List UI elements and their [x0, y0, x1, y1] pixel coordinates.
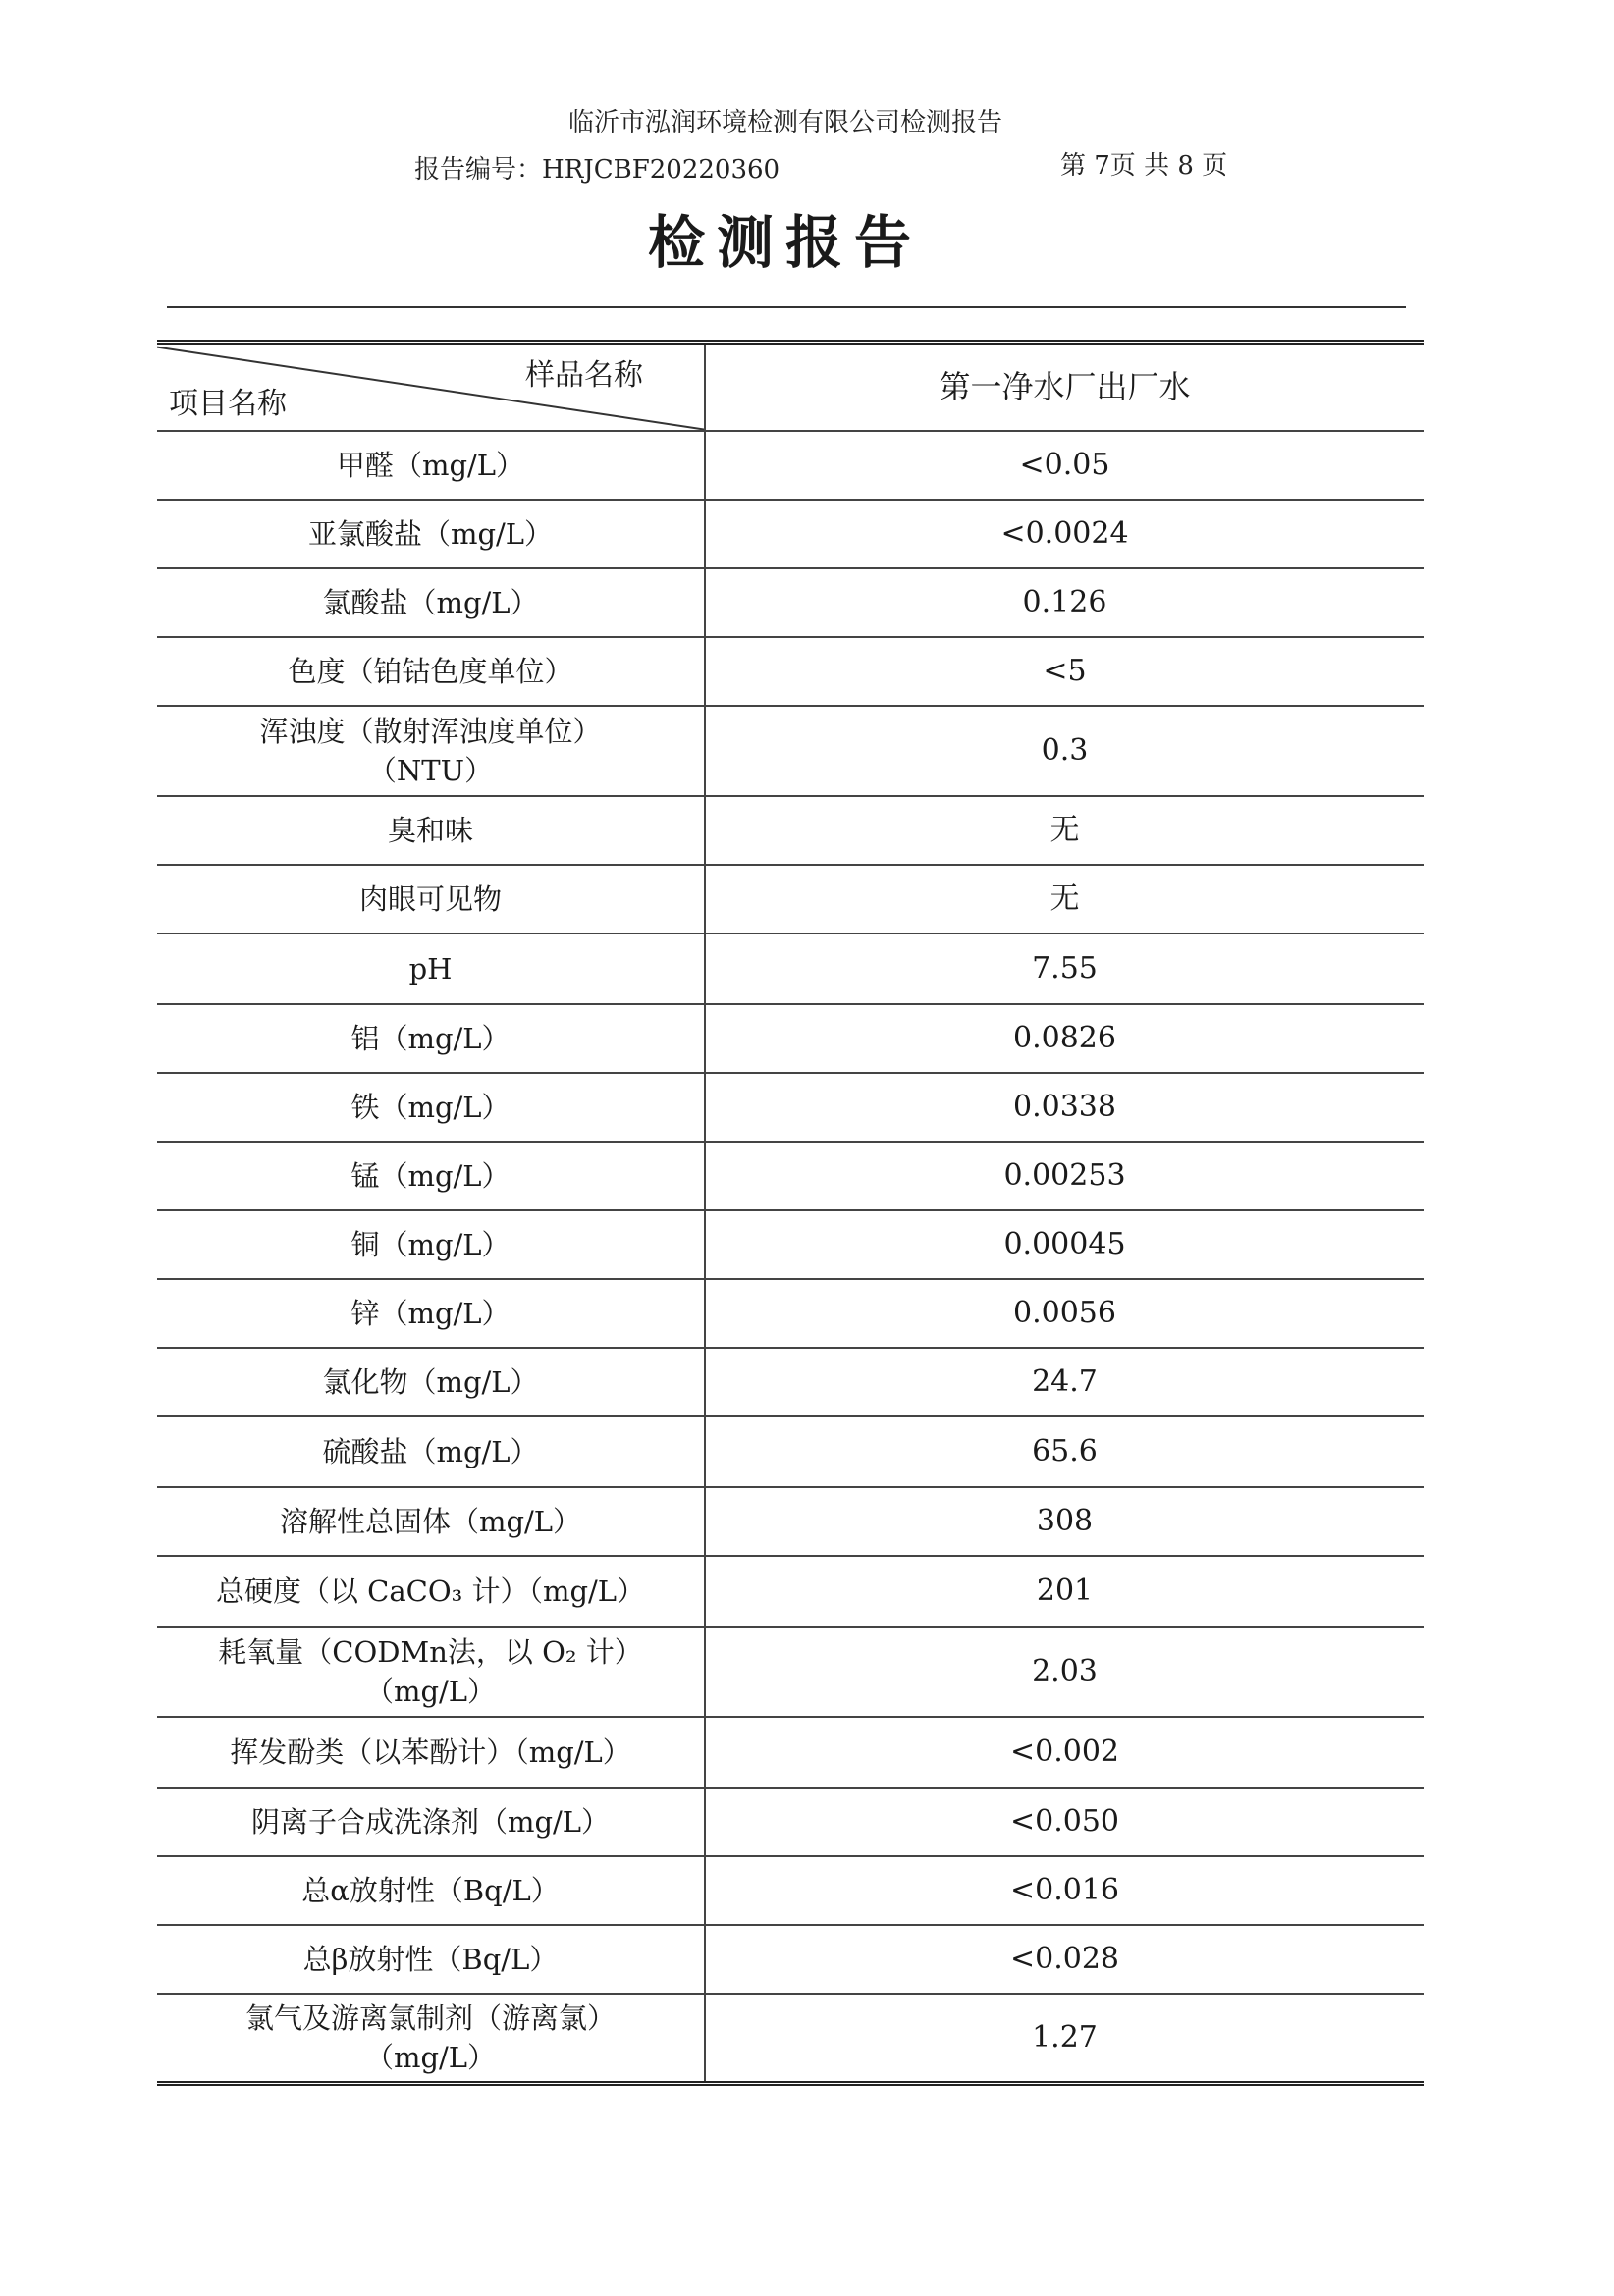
result-value: 0.0338 — [705, 1073, 1424, 1142]
item-name: 铝（mg/L） — [350, 1021, 511, 1055]
result-value: 201 — [705, 1556, 1424, 1627]
item-name: 总硬度（以 CaCO₃ 计）（mg/L） — [215, 1574, 646, 1608]
item-name-cell — [157, 706, 705, 796]
table-row — [157, 934, 1424, 1004]
result-value: <5 — [705, 637, 1424, 706]
item-name-cell — [157, 1717, 705, 1788]
item-name: 挥发酚类（以苯酚计）（mg/L） — [230, 1735, 631, 1769]
result-value: 无 — [705, 865, 1424, 934]
result-value: 0.3 — [705, 706, 1424, 796]
item-name-cell — [157, 1627, 705, 1717]
item-name: 氯化物（mg/L） — [322, 1364, 539, 1399]
report-number-label: 报告编号： — [414, 155, 543, 185]
table-row — [157, 865, 1424, 934]
result-value: 0.126 — [705, 568, 1424, 637]
table-row — [157, 1210, 1424, 1279]
item-name: 耗氧量（CODMn法，以 O₂ 计） — [218, 1634, 643, 1669]
report-number-value: HRJCBF20220360 — [542, 155, 780, 185]
company-header: 临沂市泓润环境检测有限公司检测报告 — [567, 108, 1002, 137]
table-row — [157, 1279, 1424, 1348]
table-row — [157, 1788, 1424, 1856]
table-row — [157, 706, 1424, 796]
item-name-cell — [157, 1004, 705, 1073]
item-name-cell — [157, 637, 705, 706]
table-row — [157, 1073, 1424, 1142]
table-row — [157, 1142, 1424, 1210]
item-name: 臭和味 — [387, 813, 473, 847]
table-row — [157, 568, 1424, 637]
item-name: 溶解性总固体（mg/L） — [279, 1504, 582, 1538]
table-row — [157, 796, 1424, 865]
table-row — [157, 1556, 1424, 1627]
table-row — [157, 1004, 1424, 1073]
result-value: <0.05 — [705, 431, 1424, 500]
result-value: <0.028 — [705, 1925, 1424, 1994]
table-row — [157, 1856, 1424, 1925]
item-name: 甲醛（mg/L） — [336, 448, 525, 482]
table-row — [157, 1416, 1424, 1487]
table-row — [157, 500, 1424, 568]
result-value: <0.016 — [705, 1856, 1424, 1925]
table-row — [157, 1627, 1424, 1717]
item-name-unit: （NTU） — [367, 753, 494, 787]
report-number — [414, 149, 780, 186]
result-value: 65.6 — [705, 1416, 1424, 1487]
item-name-cell — [157, 1487, 705, 1556]
result-value: 无 — [705, 796, 1424, 865]
item-name: 锌（mg/L） — [350, 1296, 511, 1330]
result-value: 0.0056 — [705, 1279, 1424, 1348]
column-sample-name: 第一净水厂出厂水 — [705, 343, 1424, 431]
table-row — [157, 1994, 1424, 2084]
table-row — [157, 637, 1424, 706]
item-name-cell — [157, 1073, 705, 1142]
result-value: 2.03 — [705, 1627, 1424, 1717]
item-name: 氯气及游离氯制剂（游离氯） — [244, 2001, 616, 2035]
diagonal-header-cell — [157, 343, 705, 431]
header-sample-label: 样品名称 — [525, 358, 643, 393]
item-name-cell — [157, 796, 705, 865]
table-row — [157, 1717, 1424, 1788]
item-name-unit: （mg/L） — [364, 2040, 497, 2074]
item-name-cell — [157, 934, 705, 1004]
result-value: 1.27 — [705, 1994, 1424, 2084]
result-value: 24.7 — [705, 1348, 1424, 1416]
item-name: 色度（铂钴色度单位） — [288, 654, 573, 688]
item-name: 阴离子合成洗涤剂（mg/L） — [250, 1804, 611, 1839]
item-name-cell — [157, 1788, 705, 1856]
header-item-label: 项目名称 — [169, 386, 287, 421]
item-name: 氯酸盐（mg/L） — [322, 585, 539, 619]
table-row — [157, 1348, 1424, 1416]
item-name-unit: （mg/L） — [364, 1674, 497, 1708]
table-header-row — [157, 343, 1424, 431]
item-name: 铁（mg/L） — [350, 1090, 511, 1124]
item-name: 锰（mg/L） — [350, 1158, 511, 1193]
report-title: 检测报告 — [647, 209, 923, 276]
result-value: 308 — [705, 1487, 1424, 1556]
item-name-cell — [157, 1210, 705, 1279]
item-name-cell — [157, 1416, 705, 1487]
item-name: 硫酸盐（mg/L） — [322, 1434, 539, 1468]
item-name: pH — [408, 951, 453, 986]
result-value: <0.002 — [705, 1717, 1424, 1788]
item-name: 总α放射性（Bq/L） — [301, 1873, 560, 1907]
result-value: 0.00045 — [705, 1210, 1424, 1279]
item-name-cell — [157, 1994, 705, 2084]
result-value: <0.050 — [705, 1788, 1424, 1856]
table-row — [157, 1487, 1424, 1556]
table-row — [157, 431, 1424, 500]
item-name-cell — [157, 1556, 705, 1627]
item-name: 浑浊度（散射浑浊度单位） — [259, 714, 602, 748]
page-number: 第 7页 共 8 页 — [1060, 151, 1228, 181]
header-divider — [167, 306, 1406, 308]
item-name-cell — [157, 568, 705, 637]
result-value: 0.00253 — [705, 1142, 1424, 1210]
item-name-cell — [157, 500, 705, 568]
result-value: 7.55 — [705, 934, 1424, 1004]
item-name: 总β放射性（Bq/L） — [302, 1942, 559, 1976]
item-name-cell — [157, 1279, 705, 1348]
result-value: <0.0024 — [705, 500, 1424, 568]
item-name-cell — [157, 865, 705, 934]
table-row — [157, 1925, 1424, 1994]
item-name-cell — [157, 431, 705, 500]
item-name-cell — [157, 1925, 705, 1994]
item-name-cell — [157, 1856, 705, 1925]
item-name: 铜（mg/L） — [350, 1227, 511, 1261]
item-name: 亚氯酸盐（mg/L） — [307, 516, 554, 551]
item-name: 肉眼可见物 — [358, 881, 502, 916]
item-name-cell — [157, 1348, 705, 1416]
result-value: 0.0826 — [705, 1004, 1424, 1073]
results-table — [157, 340, 1424, 2086]
item-name-cell — [157, 1142, 705, 1210]
